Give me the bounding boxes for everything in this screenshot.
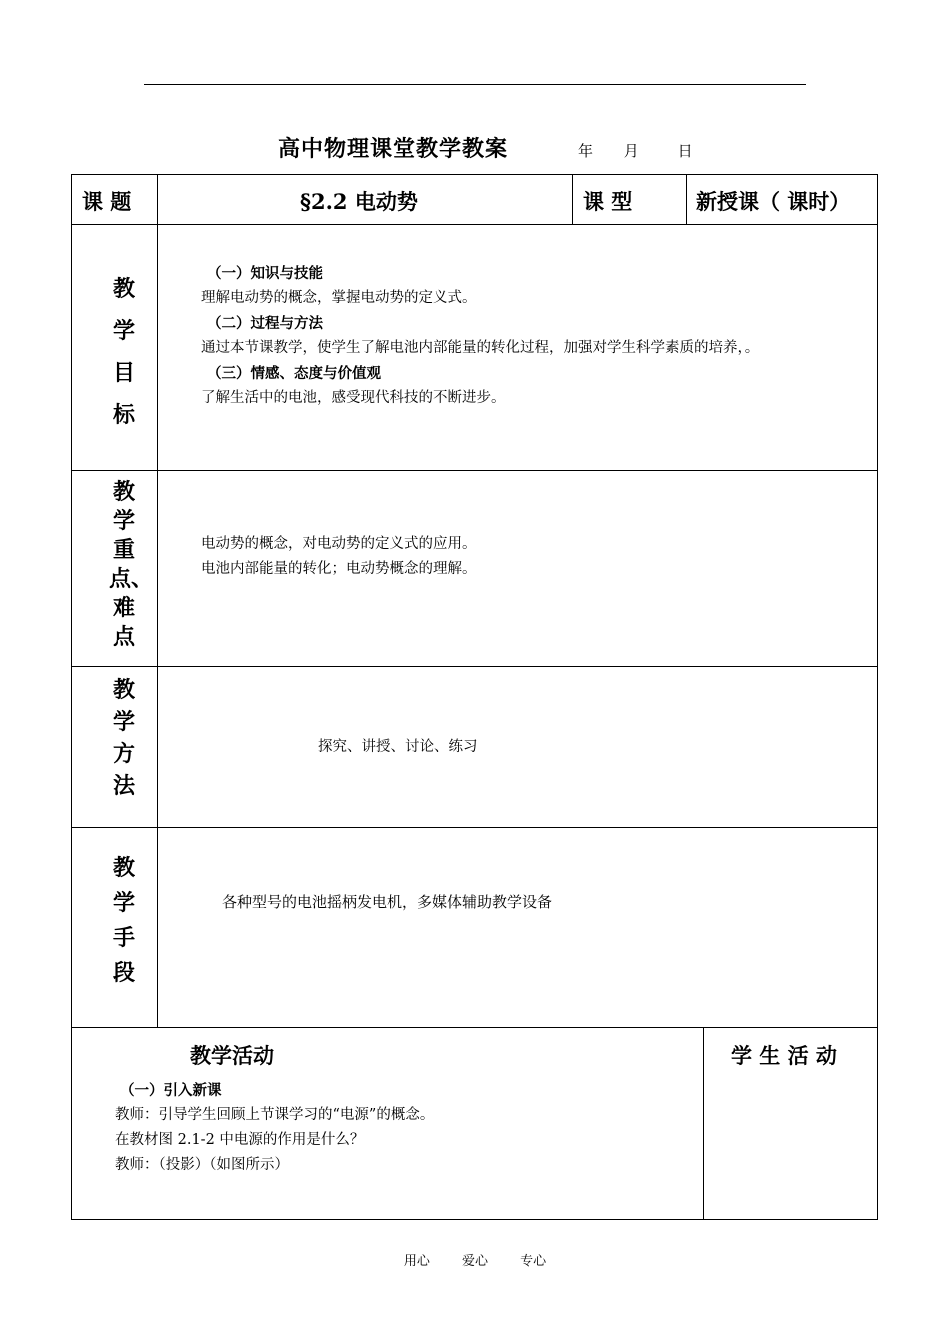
row-divider — [71, 666, 878, 667]
date-fields — [578, 140, 693, 161]
date-day: 日 — [677, 142, 693, 160]
key-point: 电动势的概念，对电动势的定义式的应用。 — [201, 536, 477, 552]
goals-content — [201, 261, 759, 411]
footer-text: 用心 — [403, 1254, 430, 1269]
key-point: 电池内部能量的转化；电动势概念的理解。 — [201, 561, 477, 577]
col-divider — [686, 174, 687, 224]
method-value: 探究、讲授、讨论、练习 — [318, 739, 478, 755]
student-activity-title: 学 生 活 动 — [731, 1043, 837, 1068]
col-divider — [157, 174, 158, 1027]
col-divider — [703, 1027, 704, 1220]
goal-heading: （二）过程与方法 — [207, 315, 323, 332]
goal-text: 通过本节课教学，使学生了解电池内部能量的转化过程，加强对学生科学素质的培养，。 — [201, 340, 760, 356]
topic-value: §2.2 电动势 — [300, 189, 418, 214]
footer-text: 专心 — [520, 1254, 547, 1269]
goal-text: 了解生活中的电池，感受现代科技的不断进步。 — [201, 390, 506, 406]
activity-line: 教师：（投影）（如图所示） — [115, 1157, 289, 1173]
date-year: 年 — [578, 142, 594, 160]
type-value: 新授课（ 课时） — [696, 189, 851, 214]
means-value: 各种型号的电池摇柄发电机，多媒体辅助教学设备 — [222, 893, 553, 911]
key-points-content — [201, 532, 477, 582]
topic-label: 课 题 — [82, 189, 132, 214]
page-title: 高中物理课堂教学教案 — [278, 136, 509, 162]
activity-line: 在教材图 2.1-2 中电源的作用是什么？ — [115, 1132, 365, 1148]
row-divider — [71, 470, 878, 471]
method-label: 教 学 方 法 — [112, 677, 135, 799]
activity-section: （一）引入新课 — [120, 1082, 222, 1099]
page-footer — [0, 1250, 950, 1269]
means-label: 教 学 手 段 — [112, 855, 135, 986]
goal-text: 理解电动势的概念，掌握电动势的定义式。 — [201, 290, 477, 306]
col-divider — [572, 174, 573, 224]
activity-line: 教师：引导学生回顾上节课学习的“电源”的概念。 — [115, 1107, 435, 1123]
row-divider — [71, 1027, 878, 1028]
row-divider — [71, 224, 878, 225]
activity-title: 教学活动 — [190, 1043, 274, 1068]
key-points-label: 教 学 重 点、 难 点 — [109, 479, 154, 650]
date-month: 月 — [623, 142, 639, 160]
goal-heading: （一）知识与技能 — [207, 265, 323, 282]
title-row — [0, 132, 950, 168]
goals-label: 教 学 目 标 — [112, 276, 135, 428]
type-label: 课 型 — [583, 189, 633, 214]
activity-content — [115, 1078, 434, 1178]
top-rule — [144, 84, 806, 85]
row-divider — [71, 827, 878, 828]
goal-heading: （三）情感、态度与价值观 — [207, 365, 381, 382]
footer-text: 爱心 — [461, 1254, 488, 1269]
